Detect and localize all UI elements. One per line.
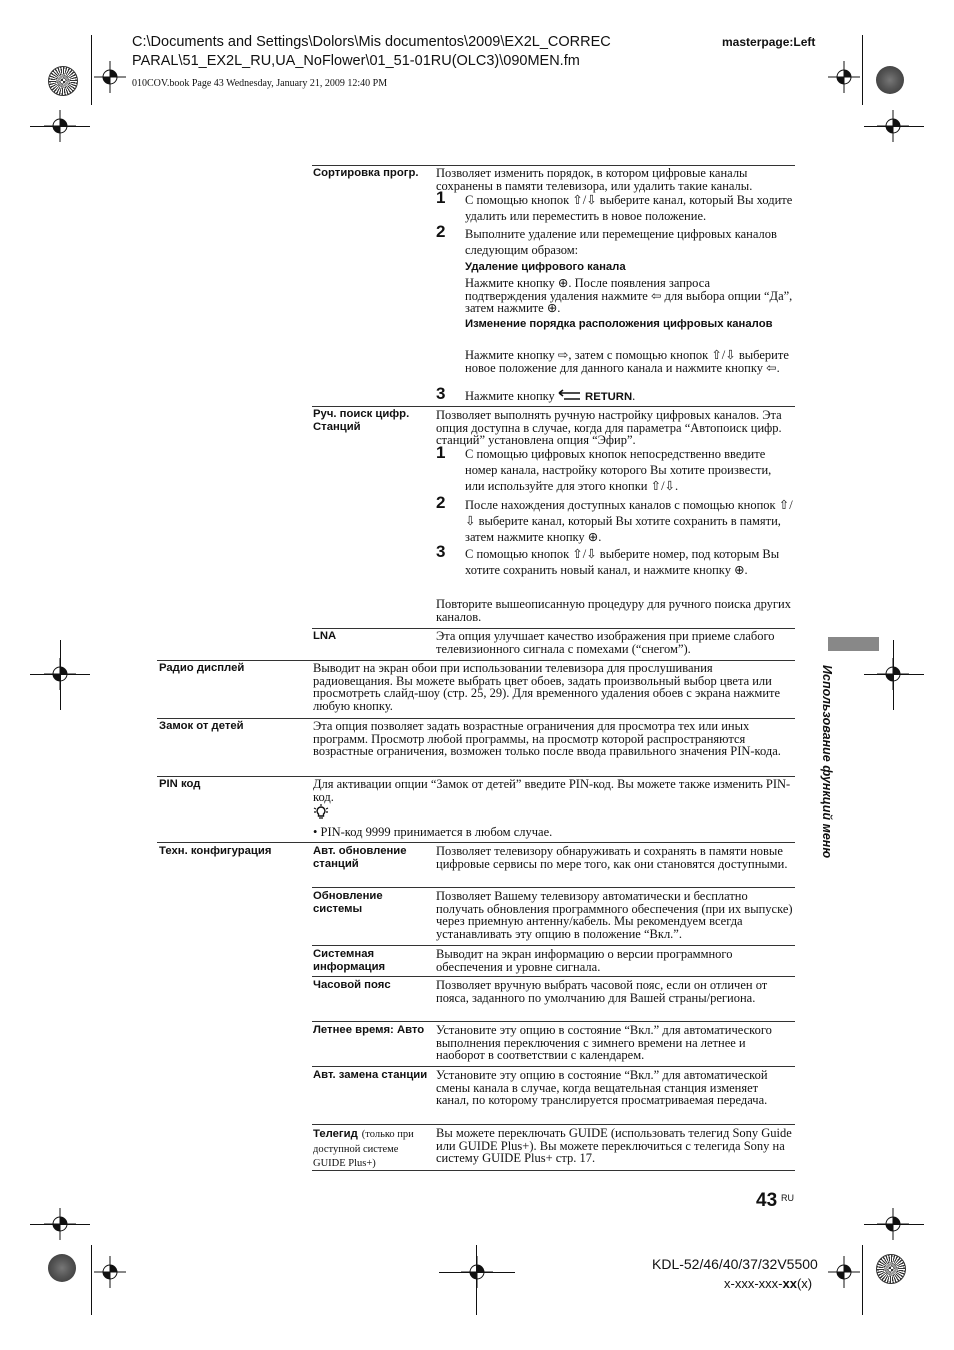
color-dial-icon [48, 66, 78, 96]
pin-text: Для активации опции “Замок от детей” введите PIN-код. Вы можете также изменить PIN-код. [313, 777, 791, 804]
sort-label: Сортировка прогр. [313, 167, 419, 179]
tech-item-label: Часовой пояс [313, 979, 391, 991]
row-divider [312, 1170, 795, 1171]
delete-channel-heading: Удаление цифрового канала [465, 261, 626, 273]
tech-item-label: Авт. замена станции [313, 1069, 428, 1081]
pin-note: • PIN-код 9999 принимается в любом случае. [313, 825, 553, 839]
radio-display-label: Радио дисплей [159, 662, 245, 674]
row-divider [312, 945, 795, 946]
manual-search-outro: Повторите вышеописанную процедуру для ручного поиска других каналов. [436, 597, 791, 624]
sort-intro: Позволяет изменить порядок, в котором цифровые каналы сохранены в памяти телевизора, или удалить такие каналы. [436, 166, 753, 193]
book-info: 010COV.book Page 43 Wednesday, January 21, 2009 12:40 PM [132, 78, 388, 89]
lightbulb-icon [313, 804, 329, 820]
registration-mark-icon [94, 1256, 126, 1288]
section-tab [828, 637, 879, 651]
guide-label-bold: Телегид [313, 1128, 358, 1140]
registration-mark-icon [828, 1256, 860, 1288]
file-path-line-1: C:\Documents and Settings\Dolors\Mis documentos\2009\EX2L_CORREC [132, 34, 611, 50]
pin-label: PIN код [159, 778, 201, 790]
manual-search-label: Руч. поиск цифр. Станций [313, 408, 410, 433]
part-code-suffix: (x) [796, 1276, 813, 1291]
tech-item-label: Летнее время: Авто [313, 1024, 425, 1036]
tech-item-text: Позволяет Вашему телевизору автоматически и бесплатно получать обновления программного обеспечения (при их выпуске) через приемную антенну/кабель. Мы рекомендуем всегда устанавливать эту опцию в положение “Вкл.”. [436, 889, 793, 941]
color-dial-icon [876, 66, 904, 94]
model-number: KDL-52/46/40/37/32V5500 [652, 1256, 818, 1272]
step-number: 2 [436, 222, 446, 241]
sort-step-2: Выполните удаление или перемещение цифровых каналов следующим образом: [465, 227, 777, 257]
file-path-header [132, 33, 611, 71]
masterpage-label: masterpage:Left [722, 35, 816, 49]
part-code-prefix: x-xxx-xxx- [724, 1276, 783, 1291]
manual-step-1: С помощью цифровых кнопок непосредственно введите номер канала, настройку которого Вы хотите произвести, или используйте для этого кнопки ⇧/⇩. [465, 447, 772, 493]
parental-lock-text: Эта опция позволяет задать возрастные ограничения для просмотра тех или иных программ. Просмотр любой программы, на просмотр которой распространяются возрастные ограничения, возможен только после ввода правильного значения PIN-кода. [313, 719, 781, 759]
step-number: 1 [436, 188, 446, 207]
return-icon [558, 389, 582, 401]
row-divider [157, 842, 795, 843]
tech-item-text: Установите эту опцию в состояние “Вкл.” для автоматической смены канала в случае, когда вещательная станция изменяет канал, по которому транслируется просматриваемая передача. [436, 1068, 768, 1108]
registration-mark-icon [877, 658, 909, 690]
color-dial-icon [876, 1254, 906, 1284]
row-divider [312, 1021, 795, 1022]
tech-item-text: Установите эту опцию в состояние “Вкл.” для автоматического выполнения переключения с зимнего времени на летнее и наоборот в соответствии с календарем. [436, 1023, 772, 1063]
guide-label-note: (только при доступной системе GUIDE Plus+) [313, 1129, 414, 1170]
part-code-bold: xx [782, 1276, 797, 1291]
tech-item-label: Системная информация [313, 948, 386, 973]
registration-mark-icon [94, 61, 126, 93]
registration-mark-icon [461, 1256, 493, 1288]
lna-text: Эта опция улучшает качество изображения при приеме слабого телевизионного сигнала с помехами (“снегом”). [436, 629, 775, 656]
row-divider [312, 406, 795, 407]
page-suffix: RU [781, 1193, 794, 1203]
page-number: 43 [756, 1190, 778, 1211]
tech-item-label: Обновление системы [313, 890, 383, 915]
tech-item-text: Позволяет телевизору обнаруживать и сохранять в памяти новые цифровые сервисы по мере того, как они становятся доступными. [436, 844, 788, 871]
registration-mark-icon [44, 658, 76, 690]
registration-mark-icon [44, 1208, 76, 1240]
tech-item-text: Выводит на экран информацию о версии программного обеспечения и уровне сигнала. [436, 947, 733, 974]
manual-step-3: С помощью кнопок ⇧/⇩ выберите номер, под которым Вы хотите сохранить новый канал, и нажмите кнопку ⊕. [465, 547, 780, 577]
sort-step-1: С помощью кнопок ⇧/⇩ выберите канал, который Вы ходите удалить или переместить в новое положение. [465, 193, 793, 223]
delete-channel-text: Нажмите кнопку ⊕. После появления запроса подтверждения удаления нажмите ⇦ для выбора опции “Да”, затем нажмите ⊕. [465, 276, 793, 316]
row-divider [312, 887, 795, 888]
part-code [724, 1276, 812, 1291]
step-number: 3 [436, 542, 446, 561]
lna-label: LNA [313, 630, 337, 642]
sort-step-3-text: Нажмите кнопку [465, 389, 555, 403]
tech-item-text: Позволяет вручную выбрать часовой пояс, если он отличен от пояса, заданного по умолчанию для Вашей страны/региона. [436, 978, 768, 1005]
parental-lock-label: Замок от детей [159, 720, 244, 732]
step-number: 3 [436, 384, 446, 403]
guide-label [313, 1127, 433, 1171]
sort-step-3: Нажмите кнопку RETURN. [465, 389, 636, 403]
manual-step-2: После нахождения доступных каналов с помощью кнопок ⇧/⇩ выберите канал, который Вы хотите сохранить в памяти, затем нажмите кнопку ⊕. [465, 498, 793, 544]
registration-mark-icon [877, 1208, 909, 1240]
color-dial-icon [48, 1254, 76, 1282]
return-button-label: RETURN [585, 391, 633, 403]
guide-text: Вы можете переключать GUIDE (использовать телегид Sony Guide или GUIDE Plus+). Вы можете переключиться с телегида Sony на систему GUIDE Plus+ стр. 17. [436, 1126, 792, 1166]
row-divider [312, 976, 795, 977]
registration-mark-icon [44, 110, 76, 142]
tech-item-label: Авт. обновление станций [313, 845, 407, 870]
registration-mark-icon [877, 110, 909, 142]
section-title-vertical: Использование функций меню [820, 665, 834, 859]
row-divider [312, 1066, 795, 1067]
row-divider [312, 1124, 795, 1125]
registration-mark-icon [828, 61, 860, 93]
tech-config-label: Техн. конфигурация [159, 845, 272, 857]
step-number: 2 [436, 493, 446, 512]
reorder-channel-text: Нажмите кнопку ⇨, затем с помощью кнопок ⇧/⇩ выберите новое положение для данного канала и нажмите кнопку ⇦. [465, 348, 789, 375]
step-number: 1 [436, 443, 446, 462]
manual-search-intro: Позволяет выполнять ручную настройку цифровых каналов. Эта опция доступна в случае, когда для параметра “Автопоиск цифр. станций” установлена опция “Эфир”. [436, 408, 782, 448]
reorder-channel-heading: Изменение порядка расположения цифровых каналов [465, 318, 773, 330]
file-path-line-2: PARAL\51_EX2L_RU,UA_NoFlower\01_51-01RU(OLC3)\090MEN.fm [132, 53, 580, 69]
radio-display-text: Выводит на экран обои при использовании телевизора для прослушивания радиовещания. Вы можете выбрать цвет обоев, задать произвольный выбор цвета или просмотреть слайд-шоу (стр. 25, 29). Для временного удаления обоев с экрана нажмите любую кнопку. [313, 661, 781, 713]
